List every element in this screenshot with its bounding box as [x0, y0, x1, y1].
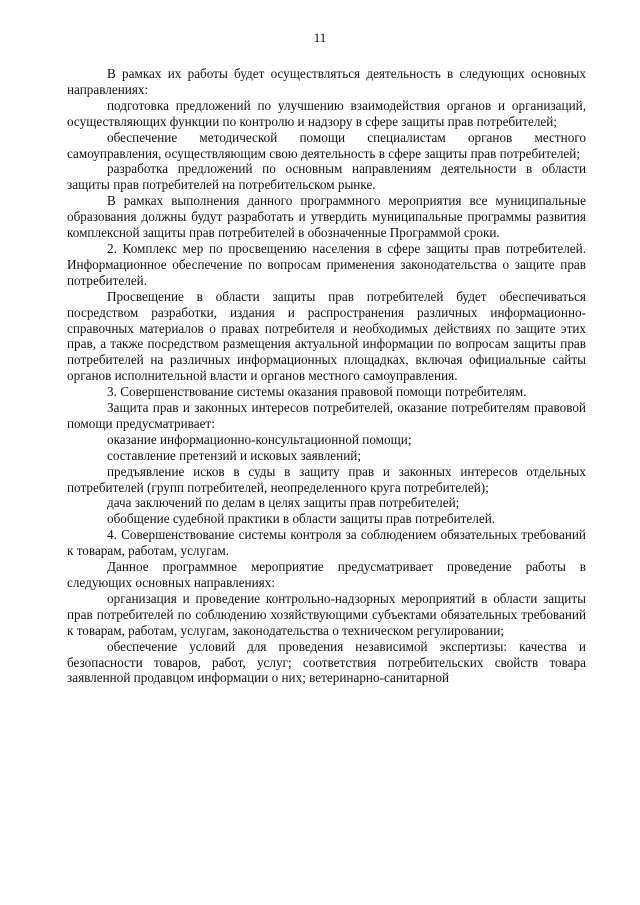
paragraph-11: составление претензий и исковых заявлений; [107, 447, 361, 463]
paragraph-7: Просвещение в области защиты прав потребителей будет обеспечиваться посредством разработки, издания и распространения различных информационно-справочных материалов о правах потребителя и необходимых действиях по защите этих прав, а также посредством размещения актуальной информации по вопросам защиты прав потребителей на различных информационных площадках, включая официальные сайты органов исполнительной власти и органов местного самоуправления. [67, 288, 586, 384]
paragraph-1: В рамках их работы будет осуществляться деятельность в следующих основных направлениях: [67, 66, 586, 97]
paragraph-2: подготовка предложений по улучшению взаимодействия органов и организаций, осуществляющих функции по контролю и надзору в сфере защиты прав потребителей; [67, 97, 586, 129]
paragraph-17: организация и проведение контрольно-надзорных мероприятий в области защиты прав потребителей по соблюдению хозяйствующими субъектами обязательных требований к товарам, работам, услугам, законодательства о техническом регулировании; [67, 590, 586, 638]
paragraph-14: обобщение судебной практики в области защиты прав потребителей. [107, 511, 496, 527]
paragraph-3: обеспечение методической помощи специалистам органов местного самоуправления, осуществляющим свою деятельность в сфере защиты прав потребителей; [67, 129, 586, 161]
paragraph-5: В рамках выполнения данного программного мероприятия все муниципальные образования должны будут разработать и утвердить муниципальные программы развития комплексной защиты прав потребителей в обозначенные Программой сроки. [67, 193, 586, 241]
paragraph-12: предъявление исков в суды в защиту прав и законных интересов отдельных потребителей (групп потребителей, неопределенного круга потребителей); [67, 463, 586, 495]
paragraph-4: разработка предложений по основным направлениям деятельности в области защиты прав потребителей на потребительском рынке. [67, 161, 586, 193]
paragraph-15: 4. Совершенствование системы контроля за соблюдением обязательных требований к товарам, работам, услугам. [67, 527, 586, 559]
paragraph-10: оказание информационно-консультационной помощи; [107, 431, 412, 447]
paragraph-16: Данное программное мероприятие предусматривает проведение работы в следующих основных направлениях: [67, 559, 586, 590]
paragraph-13: дача заключений по делам в целях защиты прав потребителей; [107, 495, 460, 511]
paragraph-18: обеспечение условий для проведения независимой экспертизы: качества и безопасности товаров, работ, услуг; соответствия потребительских свойств товара заявленной продавцом информации о них; ветеринарно-санитарной [67, 638, 586, 686]
document-body [67, 66, 586, 686]
paragraph-6: 2. Комплекс мер по просвещению населения в сфере защиты прав потребителей. Информационное обеспечение по вопросам применения законодательства о защите прав потребителей. [67, 240, 586, 288]
page-number: 11 [313, 30, 327, 45]
paragraph-9: Защита прав и законных интересов потребителей, оказание потребителям правовой помощи предусматривает: [67, 400, 586, 431]
paragraph-8: 3. Совершенствование системы оказания правовой помощи потребителям. [107, 384, 527, 400]
